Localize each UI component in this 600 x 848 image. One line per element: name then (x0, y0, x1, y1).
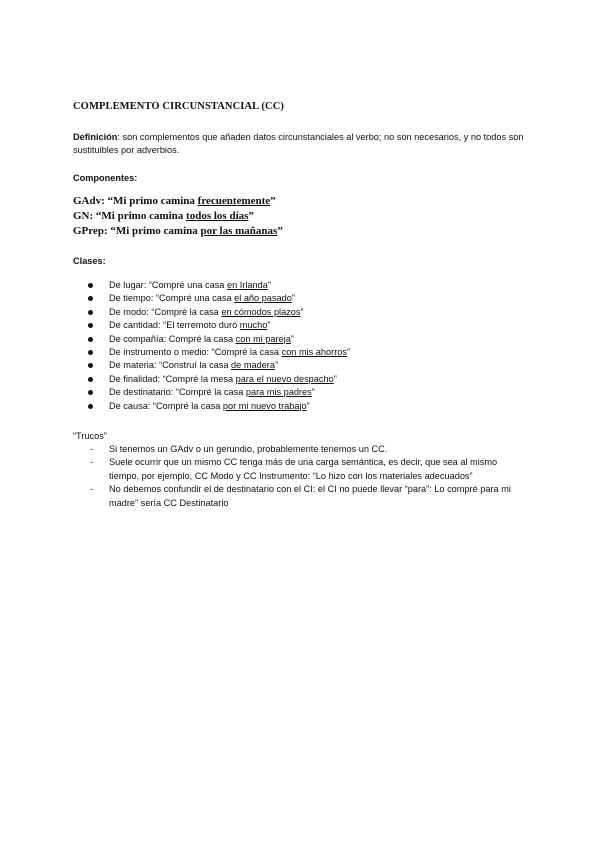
list-item: De destinatario: “Compré la casa para mis padres” (86, 386, 350, 399)
clases-list (86, 279, 350, 413)
definition-text: : son complementos que añaden datos circunstanciales al verbo; no son necesarios, y no todos son sustituibles por adverbios. (73, 132, 524, 155)
trucos-list (88, 443, 518, 510)
list-item: De causa: “Compré la casa por mi nuevo trabajo” (86, 400, 350, 413)
components-label: Componentes: (73, 173, 138, 183)
definition-paragraph (73, 131, 533, 157)
trucos-label: “Trucos” (73, 431, 107, 441)
list-item: De lugar: “Compré una casa en Irlanda” (86, 279, 350, 292)
list-item: De instrumento o medio: “Compré la casa con mis ahorros” (86, 346, 350, 359)
list-item: - Suele ocurrir que un mismo CC tenga más de una carga semántica, es decir, que sea al mismo tiempo, por ejemplo, CC Modo y CC Instrumento: “Lo hizo con los materiales adecuados” (88, 456, 518, 483)
clases-label: Clases: (73, 256, 106, 266)
list-item: De compañía: Compré la casa con mi pareja” (86, 333, 350, 346)
component-line-gprep: GPrep: “Mi primo camina por las mañanas” (73, 225, 283, 237)
list-item: - Si tenemos un GAdv o un gerundio, probablemente tenemos un CC. (88, 443, 518, 456)
list-item: De tiempo: “Compré una casa el año pasado” (86, 292, 350, 305)
component-line-gn: GN: “Mi primo camina todos los días” (73, 210, 254, 222)
list-item: - No debemos confundir el de destinatario con el CI: el CI no puede llevar “para”: Lo compré para mi madre” sería CC Destinatario (88, 483, 518, 510)
list-item: De materia: “Construí la casa de madera” (86, 359, 350, 372)
list-item: De cantidad: “El terremoto duró mucho” (86, 319, 350, 332)
component-line-gadv: GAdv: “Mi primo camina frecuentemente” (73, 195, 276, 207)
list-item: De modo: “Compré la casa en cómodos plazos” (86, 306, 350, 319)
list-item: De finalidad: “Compré la mesa para el nuevo despacho” (86, 373, 350, 386)
page-title: COMPLEMENTO CIRCUNSTANCIAL (CC) (73, 101, 284, 112)
definition-label: Definición (73, 132, 118, 142)
